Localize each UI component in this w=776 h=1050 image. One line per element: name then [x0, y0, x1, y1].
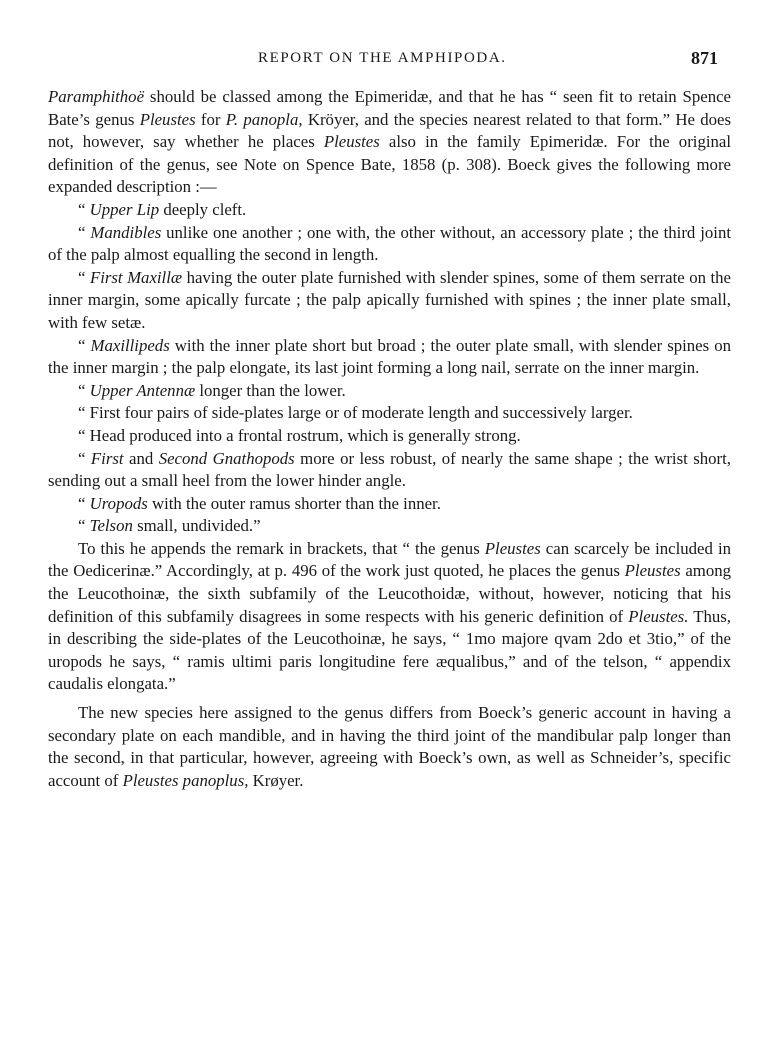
text-run: also in the family Epimeridæ. For the original definition of the genus, see Note on Spence Bate, 1858 (p. 308). Boeck gives the following more expanded description :—: [48, 132, 731, 197]
text-run: can scarcely be included in the Oedicerinæ.” Accordingly, at p. 496 of the work just quoted, he places the genus: [48, 538, 732, 581]
text-run: should be classed among the Epimeridæ, and that he has “ seen fit to retain Spence Bate’s genus: [48, 87, 731, 129]
text-run: Kröyer, and the species nearest related to that form.” He does not, however, say whether he places: [48, 109, 731, 152]
italic-run: Pleustes.: [628, 606, 689, 626]
italic-run: P. panopla,: [225, 109, 303, 129]
italic-run: Second Gnathopods: [158, 448, 295, 468]
paragraph: [48, 702, 731, 792]
italic-run: Mandibles: [90, 222, 162, 242]
italic-run: Pleustes: [323, 132, 380, 152]
paragraph: [48, 448, 731, 493]
text-run: having the outer plate furnished with slender spines, some of them serrate on the inner margin, some apically furcate ; the palp apically furnished with spines ; the inner plate small, with few setæ.: [48, 267, 731, 332]
text-run: “: [78, 493, 90, 513]
paragraph: [48, 199, 731, 222]
text-run: “: [78, 267, 90, 287]
text-run: for: [195, 109, 226, 129]
text-run: more or less robust, of nearly the same shape ; the wrist short, sending out a small heel from the lower hinder angle.: [48, 448, 732, 491]
text-run: “: [78, 199, 90, 219]
paragraph: [48, 515, 731, 538]
paragraph: [48, 380, 731, 403]
text-run: “: [78, 222, 91, 242]
running-header: [48, 48, 718, 72]
text-run: “: [78, 448, 91, 468]
text-run: and: [123, 448, 159, 468]
text-run: deeply cleft.: [159, 199, 247, 219]
paragraph: [48, 335, 731, 380]
text-run: “: [78, 516, 90, 536]
text-run: Thus, in describing the side-plates of the Leucothoinæ, he says, “ 1mo majore qvam 2do et 3tio,” of the uropods he says, “ ramis ultimi paris longitudine fere æqualibus,” and of the telson, “ appendix caudalis elongata.”: [48, 606, 731, 694]
running-title: REPORT ON THE AMPHIPODA.: [258, 50, 507, 66]
paragraph: [48, 425, 731, 448]
italic-run: Paramphithoë: [48, 87, 145, 106]
italic-run: Upper Lip: [89, 199, 160, 219]
text-run: with the inner plate short but broad ; the outer plate small, with slender spines on the inner margin ; the palp elongate, its last joint forming a long nail, serrate on the inner margin.: [48, 335, 731, 378]
text-run: among the Leucothoinæ, the sixth subfamily of the Leucothoidæ, without, however, noticing that his definition of this subfamily disagrees in some respects with his generic definition of: [48, 561, 731, 626]
paragraph: [48, 493, 731, 516]
text-run: “ First four pairs of side-plates large or of moderate length and successively larger.: [78, 403, 633, 423]
paragraph: [48, 538, 731, 696]
italic-run: Uropods: [89, 493, 148, 513]
text-run: The new species here assigned to the genus differs from Boeck’s generic account in having a secondary plate on each mandible, and in having the third joint of the mandibular palp longer than the second, in that particular, however, agreeing with Boeck’s own, as well as Schneider’s, specific account of: [48, 703, 731, 790]
page-number: 871: [691, 48, 718, 68]
text-run: unlike one another ; one with, the other without, an accessory plate ; the third joint of the palp almost equalling the second in length.: [48, 222, 732, 265]
italic-run: Upper Antennæ: [89, 380, 196, 400]
text-run: “: [78, 335, 91, 355]
body-text: [48, 86, 731, 792]
italic-run: Pleustes: [484, 538, 541, 558]
italic-run: Pleustes: [624, 561, 681, 581]
italic-run: Telson: [89, 516, 133, 536]
italic-run: First: [90, 448, 124, 468]
italic-run: Pleustes: [139, 109, 196, 129]
text-run: small, undivided.”: [132, 516, 261, 536]
italic-run: Pleustes panoplus,: [122, 770, 249, 790]
text-run: “: [78, 380, 90, 400]
italic-run: Maxillipeds: [90, 335, 170, 355]
paragraph: [48, 222, 731, 267]
text-run: with the outer ramus shorter than the inner.: [147, 493, 441, 513]
italic-run: First Maxillæ: [89, 267, 183, 287]
paragraph: [48, 402, 731, 425]
text-run: To this he appends the remark in brackets, that “ the genus: [78, 538, 485, 558]
text-run: Krøyer.: [248, 770, 304, 790]
paragraph: [48, 267, 731, 335]
paragraph: [48, 86, 731, 199]
text-run: “ Head produced into a frontal rostrum, which is generally strong.: [78, 425, 521, 445]
text-run: longer than the lower.: [195, 380, 346, 400]
